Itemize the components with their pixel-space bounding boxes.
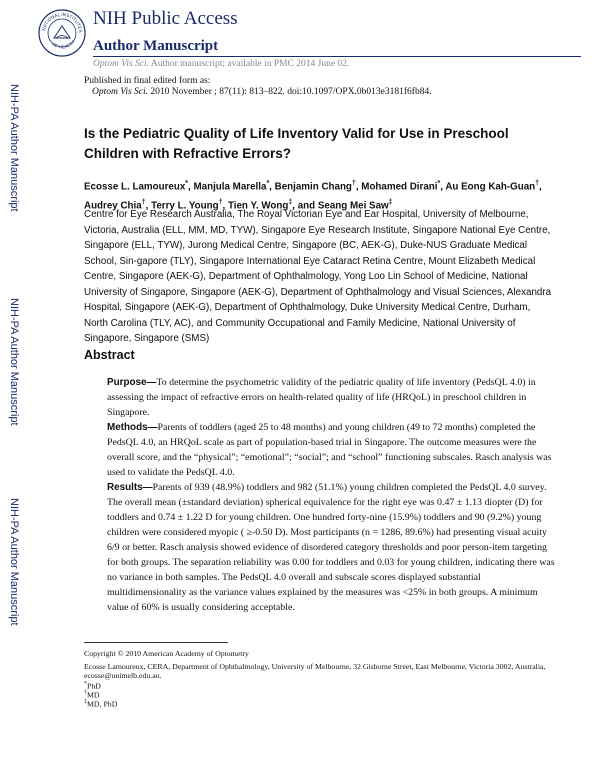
abstract-purpose bbox=[107, 375, 557, 420]
author-name: Audrey Chia bbox=[84, 200, 142, 212]
author-separator: , bbox=[440, 181, 446, 193]
header-title: NIH Public Access bbox=[93, 8, 238, 29]
author-name: Mohamed Dirani bbox=[361, 181, 438, 193]
footnote-divider bbox=[84, 642, 228, 643]
logo-bottom-text: OF HEALTH bbox=[51, 39, 76, 50]
author-mark: † bbox=[535, 180, 540, 187]
author-name: Au Eong Kah-Guan bbox=[445, 181, 536, 193]
header-journal-line bbox=[93, 58, 349, 70]
footnote-mark: ‡ bbox=[84, 699, 87, 705]
results-text: Parents of 939 (48.9%) toddlers and 982 (51.1%) young children completed the PedsQL 4.0 survey. The overall mean (±standard deviation) spherical equivalence for the right eye was 0.47 ± 1.13 diopter (D) for toddlers and 0.74 ± 1.22 D for young children. One hundred forty-nine (15.9%) toddlers and 90 (9.2%) young children were considered myopic ( ≥-0.50 D). Most participants (n = 1286, 89.6%) had presenting visual acuity 6/9 or better. Rasch analysis showed evidence of disordered category thresholds and poor person-item targeting for both groups. The separation reliability was 0.00 for toddlers and 0.03 for young children, indicating there was no variance in both samples. The PedsQL 4.0 overall and subscale scores displayed substantial multidimensionality as the variance values explained by the measures was <25% in both groups. A minimum value of 60% is usually considering acceptable. bbox=[107, 482, 555, 613]
author-mark: † bbox=[218, 198, 223, 206]
author-separator: , bbox=[355, 181, 362, 193]
author-mark: ‡ bbox=[288, 198, 293, 206]
author-separator: , bbox=[269, 181, 275, 193]
results-label: Results— bbox=[107, 482, 153, 493]
header-journal-note: Author manuscript; available in PMC 2014 June 02. bbox=[149, 59, 350, 69]
side-label-top: NIH-PA Author Manuscript bbox=[8, 84, 20, 212]
author-name: Terry L. Young bbox=[151, 200, 219, 212]
footnote-text: MD bbox=[87, 690, 100, 700]
header-divider bbox=[93, 56, 581, 57]
correspondence-note: Ecosse Lamoureux, CERA, Department of Ophthalmology, University of Melbourne, 32 Gisborne Street, East Melbourne, Victoria 3002, Australia, ecosse@unimelb.edu.au. bbox=[84, 662, 546, 680]
author-mark: * bbox=[437, 180, 441, 187]
author-mark: * bbox=[185, 180, 189, 187]
article-title: Is the Pediatric Quality of Life Inventory Valid for Use in Preschool Children with Refractive Errors? bbox=[84, 126, 509, 161]
methods-label: Methods— bbox=[107, 422, 158, 433]
side-label-middle: NIH-PA Author Manuscript bbox=[8, 298, 20, 426]
copyright-note: Copyright © 2010 American Academy of Optometry bbox=[84, 649, 249, 658]
author-name: Seang Mei Saw bbox=[317, 200, 389, 212]
author-mark: † bbox=[141, 198, 146, 206]
published-journal: Optom Vis Sci. bbox=[92, 87, 149, 97]
published-label: Published in final edited form as: bbox=[84, 76, 211, 86]
purpose-label: Purpose— bbox=[107, 377, 157, 388]
author-name: Benjamin Chang bbox=[274, 181, 352, 193]
author-separator: , bbox=[188, 181, 194, 193]
header-journal-name: Optom Vis Sci. bbox=[93, 59, 150, 69]
author-name: Manjula Marella bbox=[193, 181, 267, 193]
published-citation-text: 2010 November ; 87(11): 813–822. doi:10.1097/OPX.0b013e3181f6fb84. bbox=[148, 87, 432, 97]
published-citation bbox=[92, 86, 432, 98]
side-label-bottom: NIH-PA Author Manuscript bbox=[8, 498, 20, 626]
author-affiliations: Centre for Eye Research Australia, The Royal Victorian Eye and Ear Hospital, University of Melbourne, Victoria, Australia (ELL, MM, MD, TYW), Singapore Eye Research Institute, Singapore National Eye Centre, Singapore (ELL, TYW), Jurong Medical Centre, Singapore (BC, AEK-G), Duke-NUS Graduate Medical School, Sin-gapore (TLY), Singapore International Eye Cataract Retina Centre, Mount Elizabeth Medical Centre, Singapore (AEK-G), Department of Ophthalmology, Yong Loo Lin School of Medicine, National University of Singapore, Singapore (AEK-G), Department of Ophthalmology and Visual Sciences, Alexandra Hospital, Singapore (AEK-G), Department of Ophthalmology, Duke University Medical Centre, Durham, North Carolina (TLY, AC), and Community Occupational and Family Medicine, National University of Singapore, Singapore (SMS) bbox=[84, 209, 552, 344]
abstract-heading: Abstract bbox=[84, 348, 135, 362]
footnote-item bbox=[84, 698, 117, 709]
footnote-text: MD, PhD bbox=[87, 699, 118, 709]
footnote-mark: † bbox=[84, 690, 87, 696]
footnote-text: PhD bbox=[87, 681, 101, 691]
author-name: Tien Y. Wong bbox=[227, 200, 289, 212]
author-separator: , bbox=[539, 181, 542, 193]
abstract-methods bbox=[107, 420, 557, 480]
author-name: Ecosse L. Lamoureux bbox=[84, 181, 186, 193]
author-separator: , bbox=[222, 200, 228, 212]
author-separator: , bbox=[145, 200, 152, 212]
svg-text:OF HEALTH bbox=[51, 39, 75, 49]
author-mark: ‡ bbox=[388, 198, 393, 206]
methods-text: Parents of toddlers (aged 25 to 48 months) and young children (49 to 72 months) completed the PedsQL 4.0, an HRQoL scale as part of population-based trial in Singapore. The outcome measures were the overall score, and the “physical”; “emotional”; “social”; and “school” functioning subscales. Rasch analysis was used to validate the PedsQL 4.0. bbox=[107, 422, 552, 478]
abstract-results bbox=[107, 480, 557, 615]
purpose-text: To determine the psychometric validity of the pediatric quality of life inventory (PedsQL 4.0) in assessing the impact of refractive errors on health-related quality of life (HRQoL) in preschool children in Singapore. bbox=[107, 377, 536, 418]
author-mark: * bbox=[266, 180, 270, 187]
footnote-mark: * bbox=[84, 681, 87, 687]
logo-top-text: NATIONAL INSTITUTES bbox=[41, 11, 84, 33]
author-mark: † bbox=[351, 180, 356, 187]
header-subtitle: Author Manuscript bbox=[93, 38, 219, 54]
nih-seal-logo bbox=[37, 8, 87, 58]
author-separator: , and bbox=[292, 200, 318, 212]
